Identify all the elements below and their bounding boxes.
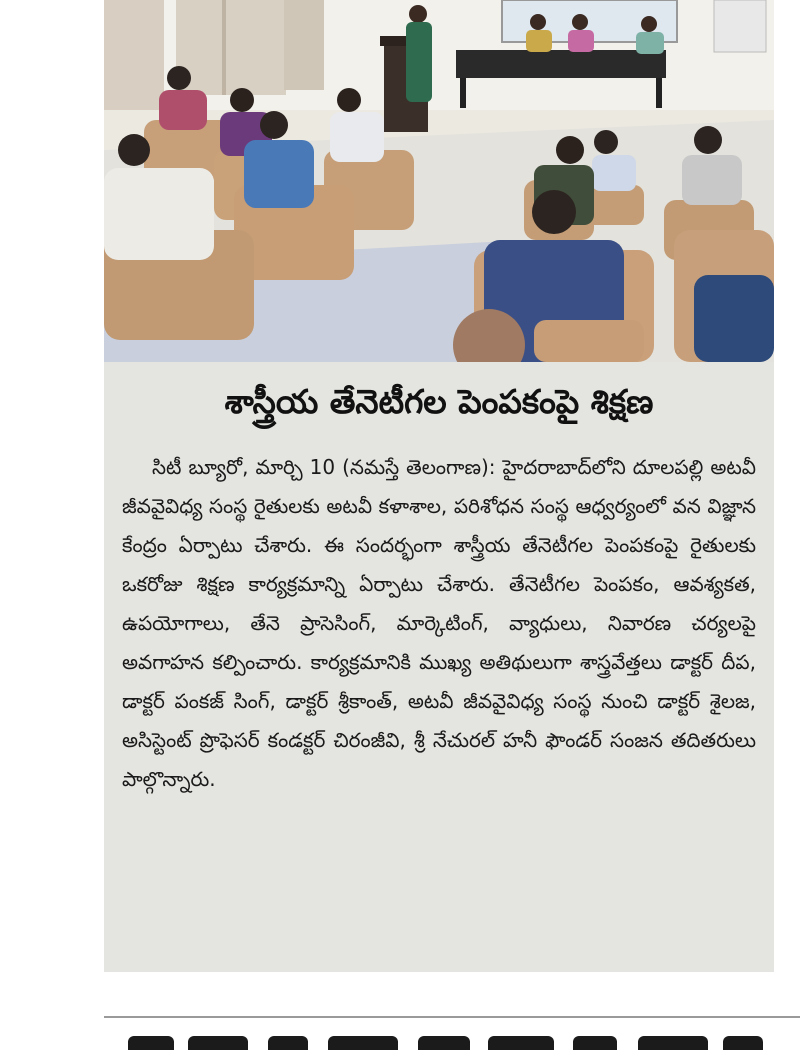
article-body: సిటీ బ్యూరో, మార్చి 10 (నమస్తే తెలంగాణ): హైదరాబాద్‌లోని దూలపల్లి అటవీ జీవవైవిధ్య సంస్థ రైతులకు అటవీ కళాశాల, పరిశోధన సంస్థ ఆధ్వర్యంలో వన విజ్ఞాన కేంద్రం ఏర్పాటు చేశారు. ఈ సందర్భంగా శాస్త్రీయ తేనెటీగల పెంపకంపై రైతులకు ఒకరోజు శిక్షణ కార్యక్రమాన్ని ఏర్పాటు చేశారు. తేనెటీగల పెంపకం, ఆవశ్యకత, ఉపయోగాలు, తేనె ప్రాసెసింగ్, మార్కెటింగ్, వ్యాధులు, నివారణ చర్యలపై అవగాహన కల్పించారు. కార్యక్రమానికి ముఖ్య అతిథులుగా శాస్త్రవేత్తలు డాక్టర్ దీప, డాక్టర్ పంకజ్ సింగ్, డాక్టర్ శ్రీకాంత్, అటవీ జీవవైవిధ్య సంస్థ నుంచి డాక్టర్ శైలజ, అసిస్టెంట్ ప్రొఫెసర్ కండక్టర్ చిరంజీవి, శ్రీ నేచురల్ హనీ ఫౌండర్ సంజన తదితరులు పాల్గొన్నారు. bbox=[122, 455, 756, 791]
next-article-headline-cropped bbox=[118, 1036, 778, 1050]
event-photo bbox=[104, 0, 774, 362]
news-clipping bbox=[104, 0, 774, 972]
article-headline: శాస్త్రీయ తేనెటీగల పెంపకంపై శిక్షణ bbox=[224, 382, 654, 421]
column-divider bbox=[104, 1016, 800, 1018]
